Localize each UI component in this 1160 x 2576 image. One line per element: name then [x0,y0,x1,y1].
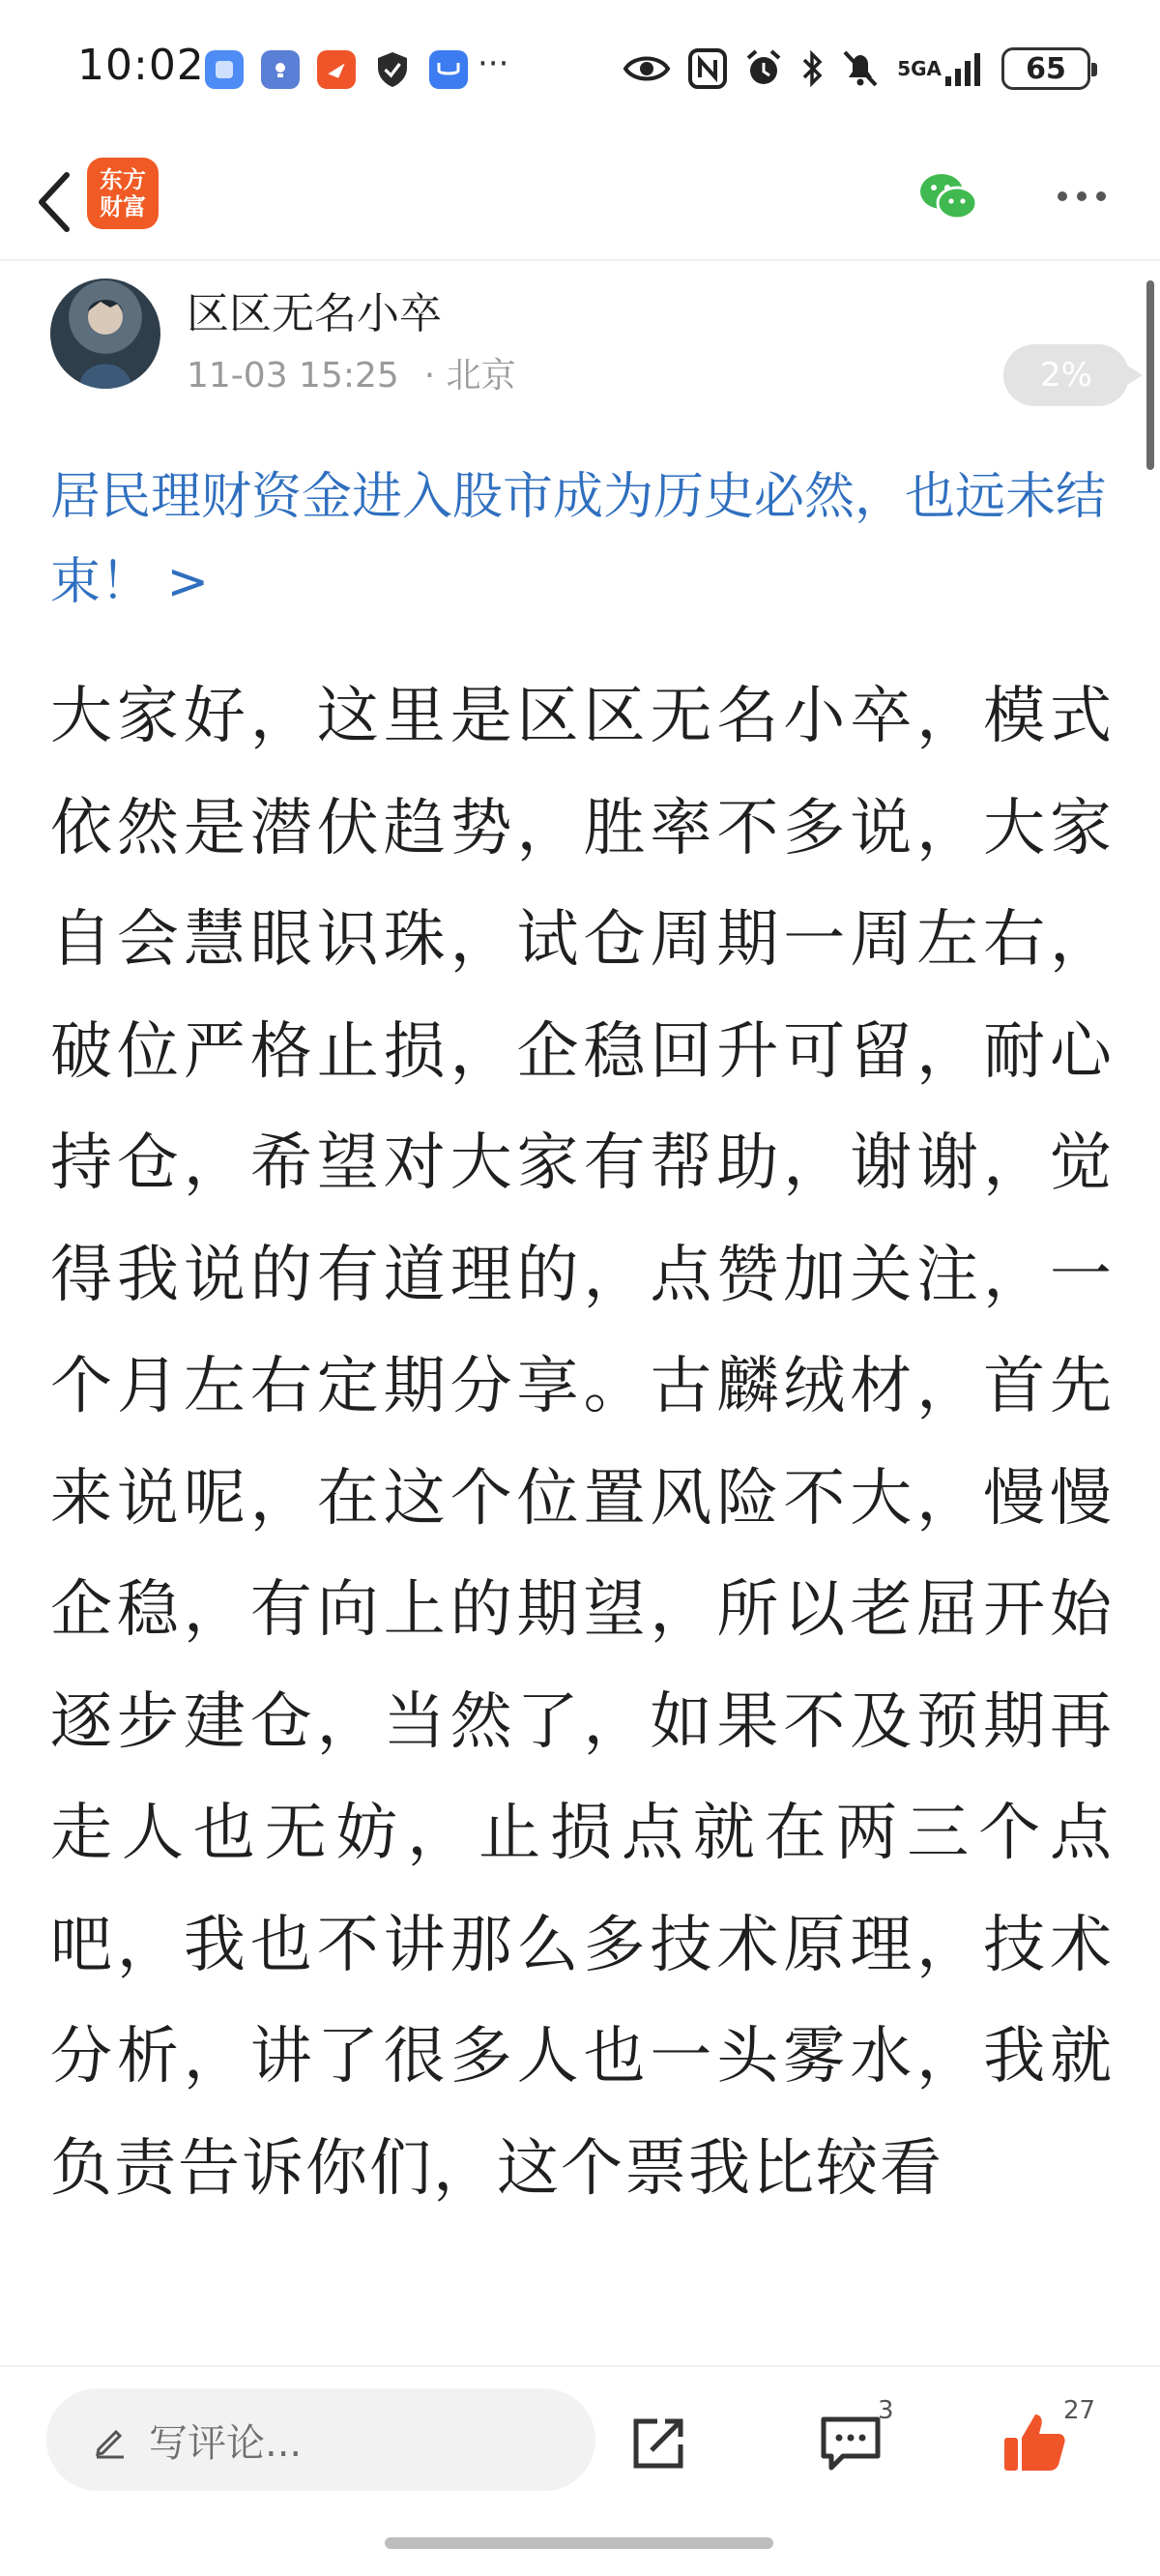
back-button[interactable] [21,159,89,246]
shield-icon [373,50,412,89]
app-blue-icon [205,50,244,89]
signal-icon [897,46,984,91]
share-button[interactable] [621,2404,698,2481]
more-notifications-icon: ··· [478,44,509,83]
share-icon [628,2412,690,2474]
system-status-icons [623,46,1090,91]
pencil-icon [91,2420,130,2459]
honor-icon [429,50,468,89]
chevron-left-icon [36,171,74,233]
battery-icon: 65 [1001,47,1090,90]
network-type-label: 5GA [897,57,942,80]
related-topic-link[interactable]: 居民理财资金进入股市成为历史必然，也远未结束！ > [50,468,1107,611]
wechat-icon [916,164,980,228]
app-card-icon [261,50,300,89]
notification-app-icons [205,50,468,89]
comment-count: 3 [878,2396,894,2425]
top-nav-bar [0,145,1160,261]
app-orange-icon [317,50,356,89]
like-count: 27 [1063,2396,1096,2425]
more-dots-icon [1058,191,1067,201]
comment-icon [818,2412,884,2474]
more-options-button[interactable] [1048,164,1116,228]
post-meta [187,348,516,397]
mute-icon [841,46,880,91]
bluetooth-icon [800,46,824,91]
comment-placeholder: 写评论... [149,2420,303,2466]
alarm-icon [744,46,783,91]
status-time: 10:02 [77,41,205,90]
thumbs-up-icon [1000,2409,1068,2476]
post-date: 11-03 15:25 [187,356,399,395]
nfc-icon [688,46,727,91]
home-indicator[interactable] [385,2537,773,2549]
author-name[interactable]: 区区无名小卒 [187,289,442,338]
comment-input[interactable] [46,2388,595,2491]
wechat-share-button[interactable] [916,164,980,228]
author-avatar[interactable] [50,278,160,389]
app-logo[interactable]: 东方财富 [87,158,159,229]
status-bar [0,0,1160,145]
article-body: 大家好，这里是区区无名小卒，模式依然是潜伏趋势，胜率不多说，大家自会慧眼识珠，试仓周期一周左右，破位严格止损，企稳回升可留，耐心持仓，希望对大家有帮助，谢谢，觉得我说的有道理的，点赞加关注，一个月左右定期分享。古麟绒材，首先来说呢，在这个位置风险不大，慢慢企稳，有向上的期望，所以老屈开始逐步建仓，当然了，如果不及预期再走人也无妨，止损点就在两三个点吧，我也不讲那么多技术原理，技术分析，讲了很多人也一头雾水，我就负责告诉你们，这个票我比较看 [50,681,1114,2205]
bottom-action-bar [0,2365,1160,2576]
like-button[interactable] [996,2404,1073,2481]
post-location: · 北京 [423,356,516,395]
eye-icon [623,46,671,91]
reading-progress-badge: 2% [1003,344,1129,406]
scrollbar[interactable] [1146,280,1154,470]
